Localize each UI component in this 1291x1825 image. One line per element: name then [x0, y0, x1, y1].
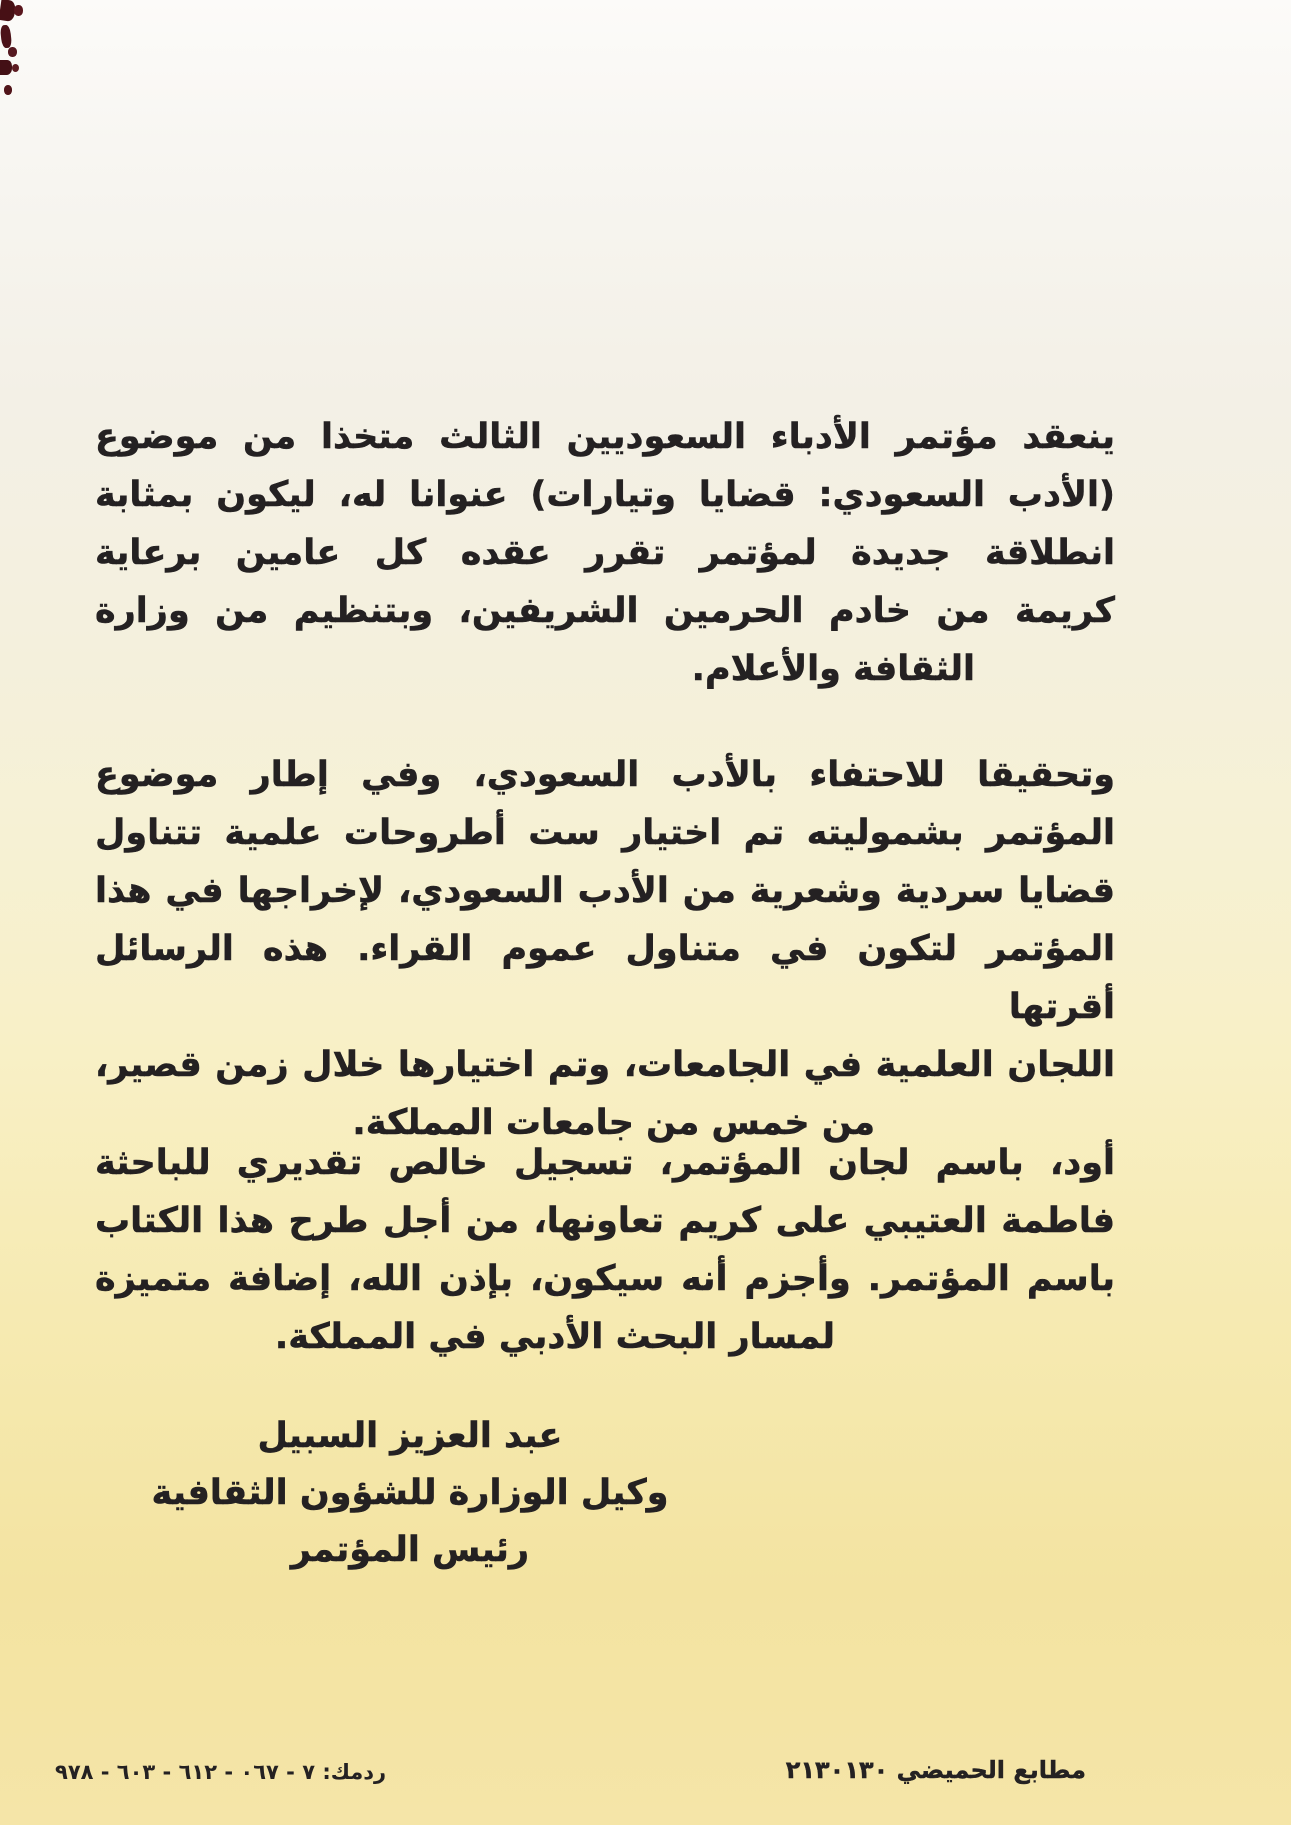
ink-stain: [0, 25, 12, 49]
paragraph-line: المؤتمر بشموليته تم اختيار ست أطروحات علمية تتناول: [95, 813, 1115, 853]
paragraph-line: من خمس من جامعات المملكة.: [352, 1103, 875, 1143]
paragraph-1: [95, 408, 1115, 698]
signature-role-conference-chair: رئيس المؤتمر: [290, 1530, 530, 1570]
ink-stain: [8, 47, 17, 57]
ink-stain: [0, 60, 12, 75]
ink-stain: [14, 5, 23, 16]
paragraph-line: المؤتمر لتكون في متناول عموم القراء. هذه الرسائل أقرتها: [95, 929, 1115, 1027]
paragraph-3: [95, 1134, 1115, 1366]
paragraph-2: [95, 746, 1115, 1152]
ink-stain: [4, 85, 12, 95]
paragraph-line: لمسار البحث الأدبي في المملكة.: [274, 1317, 835, 1357]
paragraph-line: باسم المؤتمر. وأجزم أنه سيكون، بإذن الله، إضافة متميزة: [95, 1259, 1115, 1299]
paragraph-line: أود، باسم لجان المؤتمر، تسجيل خالص تقديري للباحثة: [95, 1143, 1115, 1183]
paragraph-line: وتحقيقا للاحتفاء بالأدب السعودي، وفي إطار موضوع: [95, 755, 1115, 795]
paragraph-line: قضايا سردية وشعرية من الأدب السعودي، لإخراجها في هذا: [95, 871, 1115, 911]
signature-block: [130, 1408, 690, 1579]
paragraph-line: الثقافة والأعلام.: [691, 649, 975, 689]
signature-name: عبد العزيز السبيل: [257, 1416, 563, 1456]
printer-imprint-line: مطابع الحميضي ٢١٣٠١٣٠: [785, 1756, 1086, 1784]
signature-role-deputy-minister: وكيل الوزارة للشؤون الثقافية: [151, 1473, 669, 1513]
paragraph-line: انطلاقة جديدة لمؤتمر تقرر عقده كل عامين برعاية: [95, 533, 1115, 573]
ink-stain-marks: [0, 0, 30, 100]
paragraph-line: كريمة من خادم الحرمين الشريفين، وبتنظيم من وزارة: [95, 591, 1115, 631]
paragraph-line: ينعقد مؤتمر الأدباء السعوديين الثالث متخذا من موضوع: [95, 417, 1115, 457]
paragraph-line: (الأدب السعودي: قضايا وتيارات) عنوانا له، ليكون بمثابة: [95, 475, 1115, 515]
isbn-line: ردمك: ٧ - ٠٦٧ - ٦١٢ - ٦٠٣ - ٩٧٨: [55, 1760, 387, 1784]
paragraph-line: فاطمة العتيبي على كريم تعاونها، من أجل طرح هذا الكتاب: [95, 1201, 1115, 1241]
ink-stain: [12, 64, 19, 72]
paragraph-line: اللجان العلمية في الجامعات، وتم اختيارها خلال زمن قصير،: [95, 1045, 1115, 1085]
